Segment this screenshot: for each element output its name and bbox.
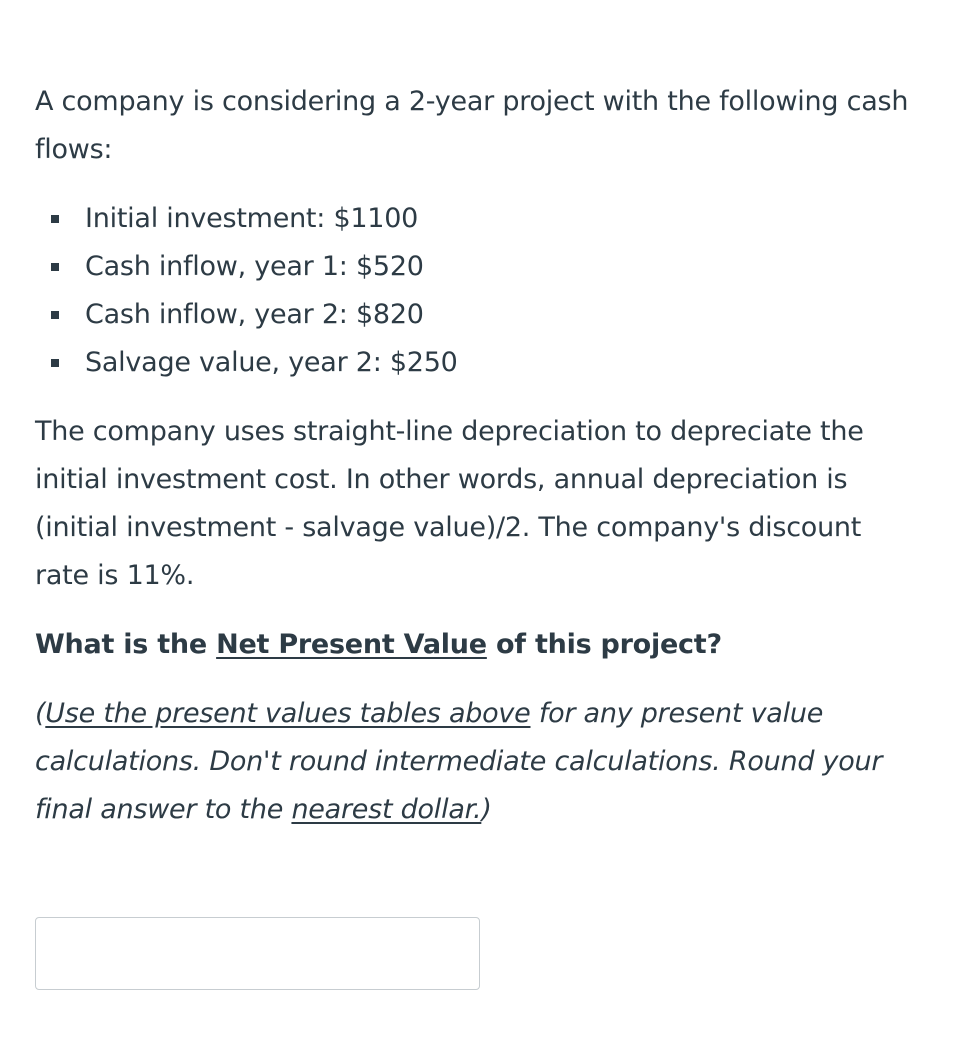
nearest-dollar-term: nearest dollar. [291,794,482,825]
present-value-tables-link[interactable]: Use the present values tables above [45,698,531,729]
instructions-middle: for any present value calculations. Don't round intermediate calculations. Round your final answer to the [35,698,883,825]
square-bullet-icon [51,263,59,271]
depreciation-text: The company uses straight-line depreciation to depreciate the initial investment cost. In other words, annual depreciation is (initial investment - salvage value)/2. The company's discount rate is 11%. [35,416,864,591]
square-bullet-icon [51,311,59,319]
list-item [35,243,915,291]
cash-flow-text: Salvage value, year 2: $250 [85,347,458,378]
cash-flow-text: Cash inflow, year 2: $820 [85,299,424,330]
list-item [35,339,915,387]
list-item [35,291,915,339]
question-intro: A company is considering a 2-year project with the following cash flows: [35,86,909,165]
square-bullet-icon [51,215,59,223]
instructions-close: ) [481,794,492,825]
square-bullet-icon [51,359,59,367]
question-body [35,78,915,834]
prompt-before: What is the [35,629,217,660]
answer-input[interactable] [35,917,480,990]
question-prompt [35,621,915,669]
prompt-after: of this project? [486,629,722,660]
instructions-open: ( [35,698,46,729]
cash-flow-list [35,195,915,387]
cash-flow-text: Initial investment: $1100 [85,203,419,234]
net-present-value-term: Net Present Value [216,629,487,660]
instructions [35,690,915,834]
list-item [35,195,915,243]
cash-flow-text: Cash inflow, year 1: $520 [85,251,424,282]
